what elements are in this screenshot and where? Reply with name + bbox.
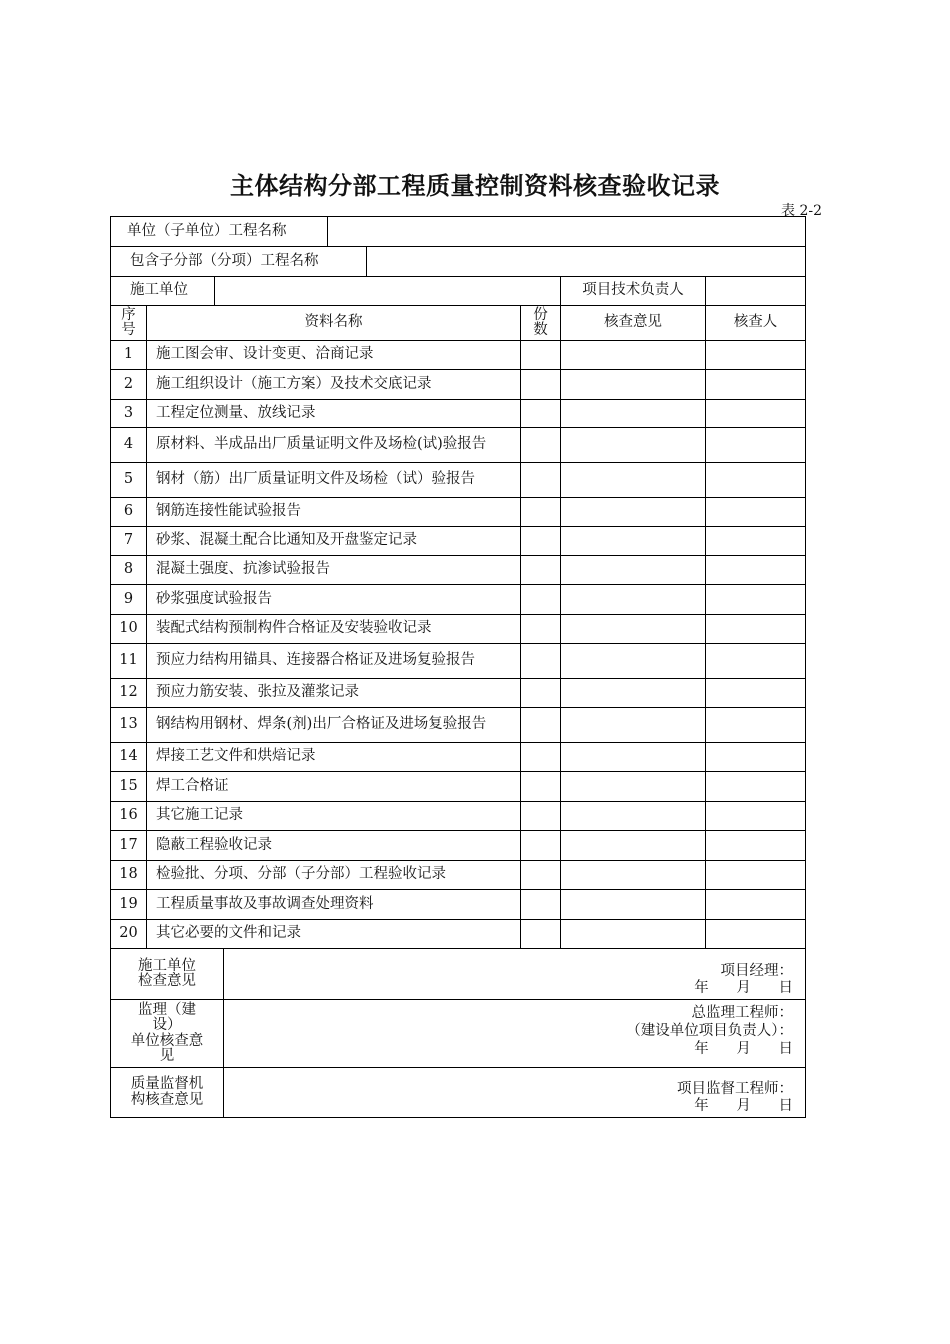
row-copies[interactable] [521, 556, 561, 584]
row-opinion[interactable] [561, 802, 706, 830]
construction-signoff-label [111, 949, 224, 999]
owner-lead-label: （建设单位项目负责人）： [626, 1023, 793, 1039]
row-opinion[interactable] [561, 615, 706, 643]
col-seq-bottom: 号 [121, 322, 136, 338]
row-copies[interactable] [521, 920, 561, 948]
construction-unit-row [111, 277, 805, 306]
row-doc-name: 其它施工记录 [147, 802, 521, 830]
row-doc-name: 施工图会审、设计变更、洽商记录 [147, 341, 521, 369]
row-number: 4 [111, 428, 147, 462]
row-copies[interactable] [521, 428, 561, 462]
row-number: 6 [111, 498, 147, 526]
row-opinion[interactable] [561, 463, 706, 497]
supervision-label-line2: 设） [152, 1017, 182, 1034]
row-doc-name: 装配式结构预制构件合格证及安装验收记录 [147, 615, 521, 643]
quality-agency-signoff-label [111, 1068, 224, 1117]
row-copies[interactable] [521, 831, 561, 860]
row-doc-name: 预应力结构用锚具、连接器合格证及进场复验报告 [147, 644, 521, 678]
quality-label-line2: 构核查意见 [130, 1091, 204, 1108]
row-checker[interactable] [706, 498, 805, 526]
row-doc-name: 砂浆、混凝土配合比通知及开盘鉴定记录 [147, 527, 521, 555]
row-checker[interactable] [706, 370, 805, 399]
row-checker[interactable] [706, 428, 805, 462]
quality-agency-date: 年 月 日 [694, 1098, 793, 1114]
row-checker[interactable] [706, 644, 805, 678]
row-opinion[interactable] [561, 831, 706, 860]
table-row [111, 802, 805, 831]
row-number: 1 [111, 341, 147, 369]
row-checker[interactable] [706, 463, 805, 497]
row-number: 19 [111, 890, 147, 919]
row-doc-name: 焊工合格证 [147, 772, 521, 801]
unit-project-label: 单位（子单位）工程名称 [111, 217, 328, 246]
row-number: 13 [111, 708, 147, 742]
supervision-label-line4: 见 [159, 1047, 175, 1064]
row-opinion[interactable] [561, 920, 706, 948]
row-checker[interactable] [706, 802, 805, 830]
col-seq [111, 306, 147, 340]
quality-label-line1: 质量监督机 [130, 1076, 204, 1093]
col-opinion: 核查意见 [561, 306, 706, 340]
row-opinion[interactable] [561, 585, 706, 614]
row-checker[interactable] [706, 585, 805, 614]
row-number: 8 [111, 556, 147, 584]
row-checker[interactable] [706, 341, 805, 369]
supervision-label-line1: 监理（建 [138, 1002, 196, 1019]
construction-unit-label: 施工单位 [111, 277, 215, 305]
row-doc-name: 隐蔽工程验收记录 [147, 831, 521, 860]
col-seq-top: 序 [121, 306, 136, 323]
supervision-signoff-label [111, 1000, 224, 1067]
row-opinion[interactable] [561, 341, 706, 369]
row-doc-name: 砂浆强度试验报告 [147, 585, 521, 614]
row-copies[interactable] [521, 802, 561, 830]
row-opinion[interactable] [561, 743, 706, 771]
table-row [111, 890, 805, 920]
row-copies[interactable] [521, 585, 561, 614]
col-copies-bottom: 数 [533, 322, 548, 338]
row-copies[interactable] [521, 341, 561, 369]
col-copies-top: 份 [533, 306, 548, 323]
row-doc-name: 钢材（筋）出厂质量证明文件及场检（试）验报告 [147, 463, 521, 497]
row-doc-name: 检验批、分项、分部（子分部）工程验收记录 [147, 861, 521, 889]
row-checker[interactable] [706, 400, 805, 427]
table-row [111, 463, 805, 498]
project-manager-label: 项目经理： [720, 963, 793, 979]
row-opinion[interactable] [561, 708, 706, 742]
row-copies[interactable] [521, 644, 561, 678]
row-doc-name: 其它必要的文件和记录 [147, 920, 521, 948]
row-checker[interactable] [706, 615, 805, 643]
table-row [111, 743, 805, 772]
sub-project-value[interactable] [367, 247, 805, 276]
row-checker[interactable] [706, 861, 805, 889]
tech-lead-label: 项目技术负责人 [561, 277, 706, 305]
row-doc-name: 工程定位测量、放线记录 [147, 400, 521, 427]
row-doc-name: 预应力筋安装、张拉及灌浆记录 [147, 679, 521, 707]
row-copies[interactable] [521, 861, 561, 889]
row-copies[interactable] [521, 400, 561, 427]
row-copies[interactable] [521, 463, 561, 497]
table-row [111, 428, 805, 463]
table-row [111, 527, 805, 556]
row-checker[interactable] [706, 527, 805, 555]
row-doc-name: 工程质量事故及事故调查处理资料 [147, 890, 521, 919]
row-checker[interactable] [706, 743, 805, 771]
row-copies[interactable] [521, 708, 561, 742]
row-copies[interactable] [521, 772, 561, 801]
table-row [111, 498, 805, 527]
row-number: 3 [111, 400, 147, 427]
table-row [111, 585, 805, 615]
row-opinion[interactable] [561, 498, 706, 526]
row-doc-name: 原材料、半成品出厂质量证明文件及场检(试)验报告 [147, 428, 521, 462]
table-row [111, 370, 805, 400]
row-opinion[interactable] [561, 772, 706, 801]
row-copies[interactable] [521, 679, 561, 707]
row-number: 7 [111, 527, 147, 555]
tech-lead-value[interactable] [706, 277, 805, 305]
row-doc-name: 钢结构用钢材、焊条(剂)出厂合格证及进场复验报告 [147, 708, 521, 742]
construction-label-line2: 检查意见 [138, 973, 196, 989]
row-checker[interactable] [706, 556, 805, 584]
inspection-table [110, 216, 806, 1118]
sub-project-row [111, 247, 805, 277]
row-number: 20 [111, 920, 147, 948]
supervision-date: 年 月 日 [694, 1041, 793, 1057]
table-row [111, 644, 805, 679]
row-number: 9 [111, 585, 147, 614]
row-checker[interactable] [706, 679, 805, 707]
row-doc-name: 钢筋连接性能试验报告 [147, 498, 521, 526]
construction-signoff-row [111, 949, 805, 1000]
row-doc-name: 混凝土强度、抗渗试验报告 [147, 556, 521, 584]
row-checker[interactable] [706, 772, 805, 801]
row-opinion[interactable] [561, 679, 706, 707]
row-opinion[interactable] [561, 428, 706, 462]
row-doc-name: 焊接工艺文件和烘焙记录 [147, 743, 521, 771]
row-copies[interactable] [521, 743, 561, 771]
col-copies [521, 306, 561, 340]
row-opinion[interactable] [561, 527, 706, 555]
row-checker[interactable] [706, 831, 805, 860]
quality-agency-signoff-row [111, 1068, 805, 1117]
construction-date: 年 月 日 [694, 980, 793, 996]
row-copies[interactable] [521, 498, 561, 526]
row-number: 5 [111, 463, 147, 497]
unit-project-value[interactable] [328, 217, 805, 246]
row-opinion[interactable] [561, 400, 706, 427]
construction-label-line1: 施工单位 [138, 957, 196, 974]
table-row [111, 615, 805, 644]
row-opinion[interactable] [561, 890, 706, 919]
sub-project-label: 包含子分部（分项）工程名称 [111, 247, 367, 276]
row-number: 17 [111, 831, 147, 860]
row-number: 10 [111, 615, 147, 643]
table-row [111, 831, 805, 861]
table-row [111, 400, 805, 428]
form-code: 表 2-2 [781, 203, 822, 219]
row-opinion[interactable] [561, 644, 706, 678]
row-number: 14 [111, 743, 147, 771]
table-row [111, 341, 805, 370]
table-row [111, 920, 805, 949]
row-checker[interactable] [706, 890, 805, 919]
table-row [111, 861, 805, 890]
unit-project-row [111, 217, 805, 247]
row-number: 15 [111, 772, 147, 801]
row-copies[interactable] [521, 615, 561, 643]
supervision-label-line3: 单位核查意 [130, 1032, 204, 1049]
table-row [111, 556, 805, 585]
column-header-row [111, 306, 805, 341]
row-copies[interactable] [521, 527, 561, 555]
row-opinion[interactable] [561, 556, 706, 584]
row-number: 16 [111, 802, 147, 830]
col-checker: 核查人 [733, 314, 778, 331]
chief-supervisor-label: 总监理工程师： [691, 1005, 793, 1021]
row-opinion[interactable] [561, 861, 706, 889]
table-row [111, 679, 805, 708]
row-doc-name: 施工组织设计（施工方案）及技术交底记录 [147, 370, 521, 399]
table-row [111, 708, 805, 743]
construction-signoff-area[interactable] [224, 949, 805, 999]
row-copies[interactable] [521, 370, 561, 399]
row-number: 2 [111, 370, 147, 399]
row-number: 12 [111, 679, 147, 707]
page-title: 主体结构分部工程质量控制资料核查验收记录 [230, 171, 720, 200]
row-copies[interactable] [521, 890, 561, 919]
supervision-signoff-row [111, 1000, 805, 1068]
construction-unit-value[interactable] [215, 277, 561, 305]
row-number: 11 [111, 644, 147, 678]
supervision-signoff-area[interactable] [224, 1000, 805, 1067]
row-checker[interactable] [706, 708, 805, 742]
row-number: 18 [111, 861, 147, 889]
row-checker[interactable] [706, 920, 805, 948]
quality-agency-signoff-area[interactable] [224, 1068, 805, 1117]
row-opinion[interactable] [561, 370, 706, 399]
supervising-engineer-label: 项目监督工程师： [677, 1081, 793, 1097]
table-row [111, 772, 805, 802]
col-doc-name: 资料名称 [147, 306, 521, 340]
